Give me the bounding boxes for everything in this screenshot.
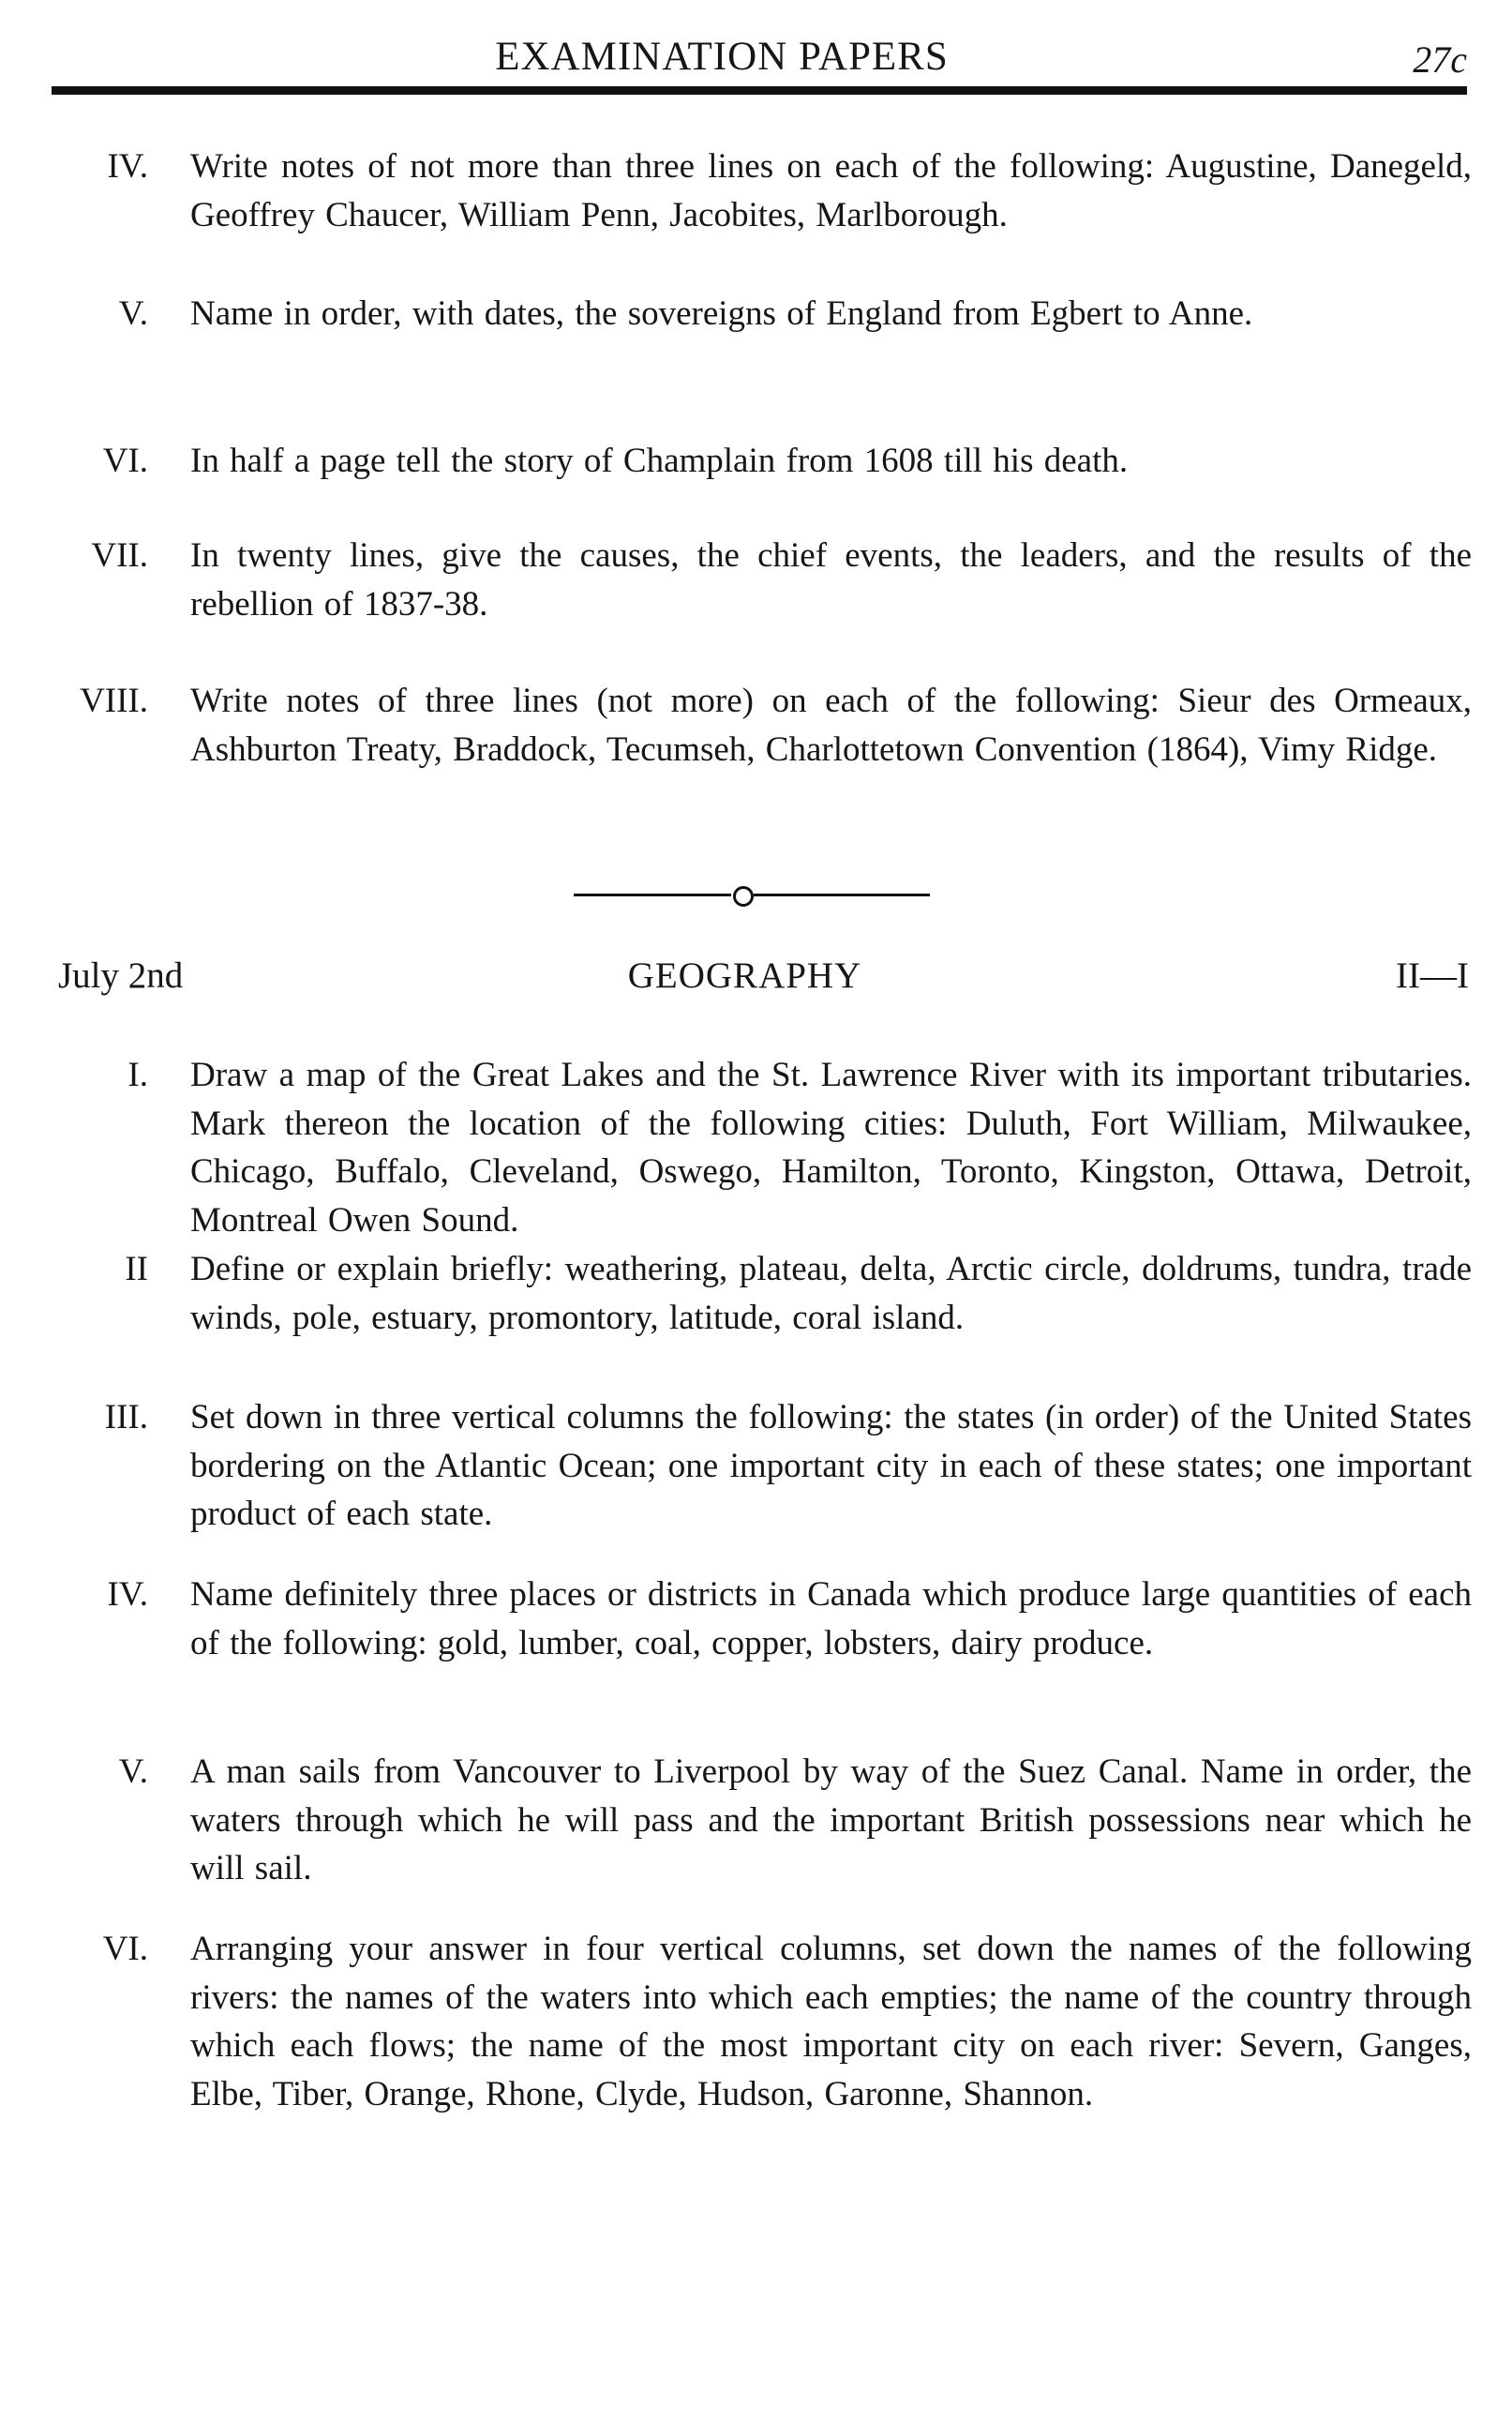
question-history-4 <box>37 143 1472 239</box>
page-title: EXAMINATION PAPERS <box>495 35 949 79</box>
divider-line-right <box>754 894 930 896</box>
question-text: Name definitely three places or districts in Canada which produce large quantities of each of the following: gold, lumber, coal, copper, lobsters, dairy produce. <box>190 1575 1472 1662</box>
question-number: I. <box>127 1056 148 1094</box>
question-text: Arranging your answer in four vertical columns, set down the names of the following rivers: the names of the waters into which each empties; the name of the country through which each flows; the name of the most important city on each river: Severn, Ganges, Elbe, Tiber, Orange, Rhone, Clyde, Hudson, Garonne, Shannon. <box>190 1930 1472 2113</box>
question-history-7 <box>37 532 1472 628</box>
question-text: Write notes of not more than three lines on each of the following: Augustine, Danegeld, Geoffrey Chaucer, William Penn, Jacobites, Marlborough. <box>190 147 1472 234</box>
question-number: II <box>125 1250 148 1288</box>
question-history-8 <box>37 677 1472 774</box>
paper-code: II—I <box>1396 955 1469 996</box>
question-text: Write notes of three lines (not more) on each of the following: Sieur des Ormeaux, Ashburton Treaty, Braddock, Tecumseh, Charlottetown Convention (1864), Vimy Ridge. <box>190 682 1472 769</box>
question-geography-3 <box>37 1393 1472 1539</box>
question-text: A man sails from Vancouver to Liverpool by way of the Suez Canal. Name in order, the waters through which he will pass and the important British possessions near which he will sail. <box>190 1752 1472 1887</box>
section-title: GEOGRAPHY <box>627 955 862 996</box>
question-geography-1 <box>37 1051 1472 1244</box>
question-history-5 <box>37 290 1472 338</box>
question-geography-5 <box>37 1748 1472 1893</box>
question-number: IV. <box>107 1575 148 1614</box>
header-rule <box>52 86 1467 95</box>
question-text: Define or explain briefly: weathering, plateau, delta, Arctic circle, doldrums, tundra, trade winds, pole, estuary, promontory, latitude, coral island. <box>190 1250 1472 1337</box>
question-number: VI. <box>102 442 148 480</box>
section-heading <box>58 955 1469 1003</box>
section-divider <box>574 883 930 906</box>
question-number: VII. <box>91 536 148 575</box>
exam-date: July 2nd <box>58 955 184 996</box>
question-text: In half a page tell the story of Champlain from 1608 till his death. <box>190 442 1129 480</box>
question-text: Name in order, with dates, the sovereigns of England from Egbert to Anne. <box>190 294 1253 333</box>
divider-line-left <box>574 894 731 896</box>
question-number: V. <box>118 294 148 333</box>
question-text: Set down in three vertical columns the following: the states (in order) of the United States bordering on the Atlantic Ocean; one important city in each of these states; one important product of each state. <box>190 1398 1472 1533</box>
running-head <box>52 28 1467 84</box>
page-number: 27c <box>1413 38 1467 81</box>
question-number: VIII. <box>80 682 148 720</box>
question-number: IV. <box>107 147 148 186</box>
question-geography-4 <box>37 1571 1472 1667</box>
question-text: In twenty lines, give the causes, the chief events, the leaders, and the results of the rebellion of 1837-38. <box>190 536 1472 624</box>
question-geography-2 <box>37 1245 1472 1342</box>
divider-circle <box>733 886 754 907</box>
question-geography-6 <box>37 1925 1472 2118</box>
question-text: Draw a map of the Great Lakes and the St. Lawrence River with its important tributaries. Mark thereon the location of the following cities: Duluth, Fort William, Milwaukee, Chicago, Buffalo, Cleveland, Oswego, Hamilton, Toronto, Kingston, Ottawa, Detroit, Montreal Owen Sound. <box>190 1056 1472 1240</box>
question-history-6 <box>37 437 1472 486</box>
question-number: VI. <box>102 1930 148 1968</box>
question-number: III. <box>104 1398 148 1436</box>
question-number: V. <box>118 1752 148 1791</box>
